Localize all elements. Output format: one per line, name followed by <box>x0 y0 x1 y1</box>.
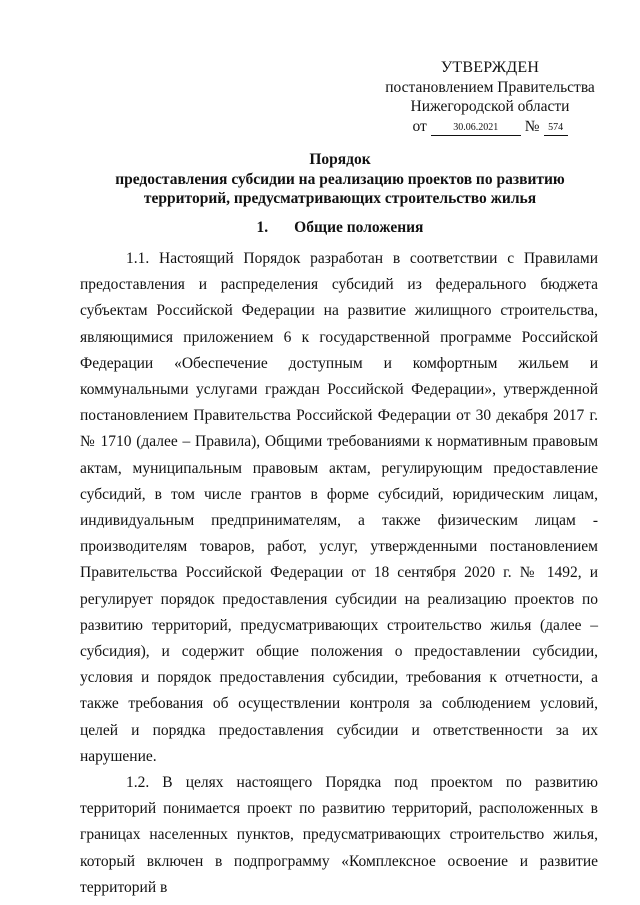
paragraph-1-2: 1.2. В целях настоящего Порядка под проектом по развитию территорий понимается проект по развитию территорий, расположенных в границах населенных пунктов, предусматривающих строительство жилья, который включен в подпрограмму «Комплексное освоение и развитие территорий в <box>80 774 598 896</box>
title-line-3: территорий, предусматривающих строительство жилья <box>143 190 537 207</box>
approval-line-2: Нижегородской области <box>410 98 570 115</box>
section-heading <box>100 218 580 238</box>
approval-number: 574 <box>544 122 568 136</box>
approval-date-line <box>380 117 600 137</box>
approval-line-1: постановлением Правительства <box>385 78 595 96</box>
document-title <box>100 150 580 209</box>
section-number: 1. <box>256 219 269 236</box>
document-body <box>80 246 598 901</box>
paragraph-1-1: 1.1. Настоящий Порядок разработан в соответствии с Правилами предоставления и распределения субсидий из федерального бюджета субъектам Российской Федерации на развитие жилищного строительства, являющимися приложением 6 к государственной программе Российской Федерации «Обеспечение доступным и комфортным жильем и коммунальными услугами граждан Российской Федерации», утвержденной постановлением Правительства Российской Федерации от 30 декабря 2017 г. № 1710 (далее – Правила), Общими требованиями к нормативным правовым актам, муниципальным правовым актам, регулирующим предоставление субсидий, в том числе грантов в форме субсидий, юридическим лицам, индивидуальным предпринимателям, а также физическим лицам - производителям товаров, работ, услуг, утвержденными постановлением Правительства Российской Федерации от 18 сентября 2020 г. № 1492, и регулирует порядок предоставления субсидии на реализацию проектов по развитию территорий, предусматривающих строительство жилья (далее – субсидия), и содержит общие положения о предоставлении субсидии, условия и порядок предоставления субсидии, требования к отчетности, а также требования об осуществлении контроля за соблюдением условий, целей и порядка предоставления субсидии и ответственности за их нарушение. <box>80 250 598 765</box>
title-line-1: Порядок <box>309 151 371 168</box>
approval-date: 30.06.2021 <box>431 122 521 136</box>
title-line-2: предоставления субсидии на реализацию проектов по развитию <box>115 170 565 188</box>
approval-heading: УТВЕРЖДЕН <box>440 59 540 76</box>
number-sign: № <box>524 117 540 135</box>
date-prefix: от <box>412 117 427 135</box>
section-title: Общие положения <box>294 219 424 236</box>
approval-stamp <box>380 58 600 136</box>
